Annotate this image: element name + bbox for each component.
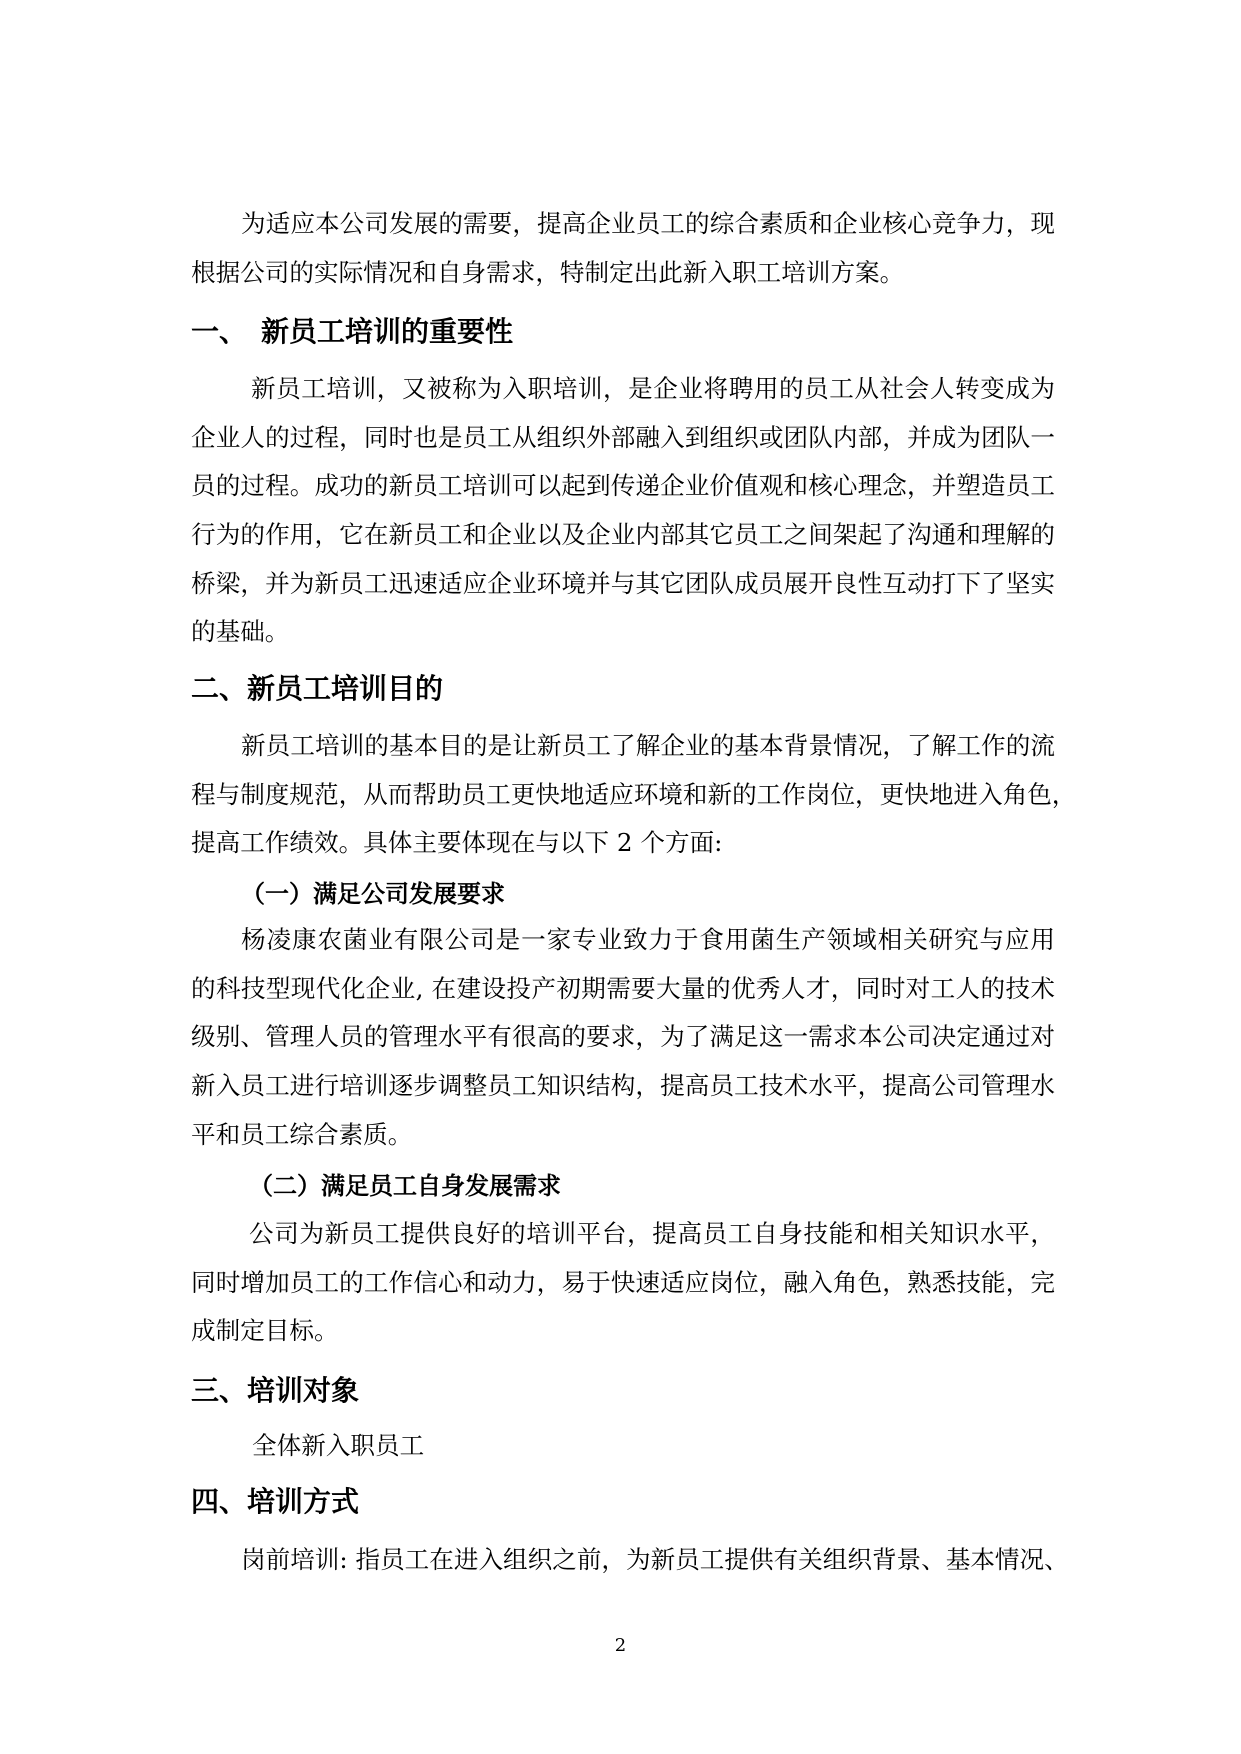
- paragraph-line: 桥梁，并为新员工迅速适应企业环境并与其它团队成员展开良性互动打下了坚实: [191, 568, 1055, 598]
- section-heading-1: [191, 308, 1055, 356]
- subsection-heading-1: [191, 870, 1055, 918]
- paragraph-line: 级别、管理人员的管理水平有很高的要求，为了满足这一需求本公司决定通过对: [191, 1022, 1055, 1052]
- paragraph-line: 程与制度规范，从而帮助员工更快地适应环境和新的工作岗位，更快地进入角色，: [191, 779, 1077, 809]
- section-2-paragraph: [191, 722, 1077, 868]
- subsection-1-paragraph: [191, 916, 1055, 1159]
- section-number: 二、: [191, 672, 248, 705]
- paragraph-line: 新入员工进行培训逐步调整员工知识结构，提高员工技术水平，提高公司管理水: [191, 1071, 1055, 1101]
- section-heading-2: [191, 665, 1055, 713]
- paragraph-line: 的科技型现代化企业, 在建设投产初期需要大量的优秀人才，同时对工人的技术: [191, 973, 1055, 1003]
- paragraph-line: 新员工培训，又被称为入职培训，是企业将聘用的员工从社会人转变成为: [251, 374, 1055, 403]
- paragraph-line: 根据公司的实际情况和自身需求，特制定出此新入职工培训方案。: [191, 257, 905, 287]
- section-title: 培训方式: [247, 1485, 360, 1518]
- paragraph-line: 员的过程。成功的新员工培训可以起到传递企业价值观和核心理念，并塑造员工: [191, 471, 1055, 501]
- page-number: 2: [614, 1635, 627, 1656]
- paragraph-line: 企业人的过程，同时也是员工从组织外部融入到组织或团队内部，并成为团队一: [191, 422, 1055, 452]
- paragraph-line: 同时增加员工的工作信心和动力，易于快速适应岗位，融入角色，熟悉技能，完: [191, 1267, 1055, 1297]
- section-number: 三、: [191, 1374, 248, 1407]
- section-title: 新员工培训目的: [247, 672, 444, 705]
- paragraph-line: 为适应本公司发展的需要，提高企业员工的综合素质和企业核心竞争力，现: [241, 209, 1055, 238]
- paragraph-line: 杨凌康农菌业有限公司是一家专业致力于食用菌生产领域相关研究与应用: [241, 925, 1055, 954]
- paragraph-line: 的基础。: [191, 617, 290, 647]
- paragraph-line: 提高工作绩效。具体主要体现在与以下 2 个方面:: [191, 828, 723, 858]
- section-title: 新员工培训的重要性: [261, 315, 514, 348]
- paragraph-line: 岗前培训: 指员工在进入组织之前，为新员工提供有关组织背景、基本情况、: [241, 1545, 1069, 1574]
- section-number: 一、: [191, 315, 248, 348]
- section-number: 四、: [191, 1485, 248, 1518]
- paragraph-line: 行为的作用，它在新员工和企业以及企业内部其它员工之间架起了沟通和理解的: [191, 520, 1055, 550]
- section-3-paragraph: [191, 1422, 1055, 1471]
- paragraph-line: 全体新入职员工: [252, 1431, 425, 1460]
- section-1-paragraph: [191, 365, 1055, 657]
- section-title: 培训对象: [247, 1374, 360, 1407]
- section-heading-3: [191, 1367, 1055, 1415]
- subsection-title: （二）满足员工自身发展需求: [249, 1172, 561, 1200]
- subsection-2-paragraph: [191, 1210, 1055, 1356]
- subsection-title: （一）满足公司发展要求: [241, 880, 505, 908]
- paragraph-line: 公司为新员工提供良好的培训平台，提高员工自身技能和相关知识水平，: [249, 1219, 1055, 1248]
- paragraph-line: 平和员工综合素质。: [191, 1119, 413, 1149]
- section-heading-4: [191, 1478, 1055, 1526]
- paragraph-line: 成制定目标。: [191, 1316, 339, 1346]
- subsection-heading-2: [191, 1162, 1055, 1210]
- paragraph-line: 新员工培训的基本目的是让新员工了解企业的基本背景情况，了解工作的流: [241, 731, 1055, 760]
- section-4-paragraph: [191, 1536, 1069, 1585]
- intro-paragraph: [191, 200, 1055, 297]
